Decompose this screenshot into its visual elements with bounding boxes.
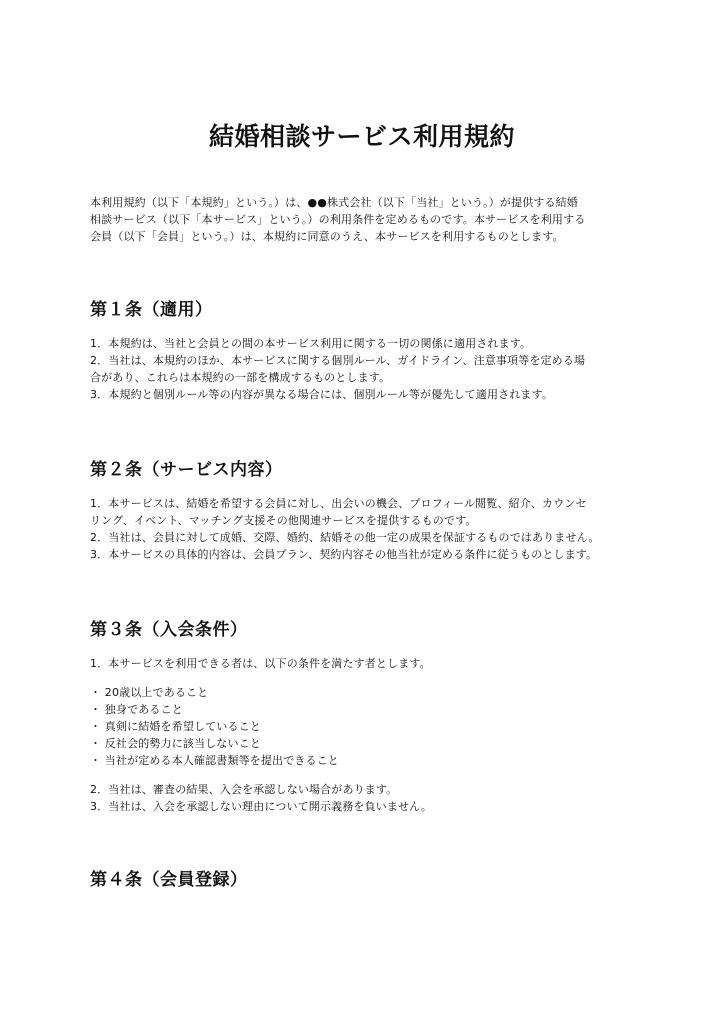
article-body (90, 495, 650, 563)
article-body (90, 655, 650, 815)
clause-line: 3．当社は、入会を承認しない理由について開示義務を負いません。 (90, 800, 433, 813)
condition-item: ・ 真剣に結婚を希望していること (90, 720, 261, 733)
clause-line: 1．本サービスを利用できる者は、以下の条件を満たす者とします。 (90, 657, 431, 670)
intro-line: 相談サービス（以下「本サービス」という。）の利用条件を定めるものです。本サービスを利用する (90, 213, 586, 226)
article-2 (90, 457, 650, 563)
clause-line: 2．当社は、審査の結果、入会を承認しない場合があります。 (90, 783, 398, 796)
article-heading: 第１条（適用） (90, 300, 213, 320)
article-heading: 第２条（サービス内容） (90, 460, 283, 480)
article-3 (90, 617, 650, 815)
condition-item: ・ 20歳以上であること (90, 686, 209, 699)
clause-line: 2．当社は、本規約のほか、本サービスに関する個別ルール、ガイドライン、注意事項等を定める場 (90, 354, 586, 367)
clause-line: 合があり、これらは本規約の一部を構成するものとします。 (90, 371, 391, 384)
clause-line: 1．本サービスは、結婚を希望する会員に対し、出会いの機会、プロフィール閲覧、紹介、カウンセ (90, 497, 587, 510)
intro-line: 会員（以下「会員」という。）は、本規約に同意のうえ、本サービスを利用するものとします。 (90, 230, 564, 243)
clause-line: 3．本規約と個別ルール等の内容が異なる場合には、個別ルール等が優先して適用されます。 (90, 388, 553, 401)
intro-line: 本利用規約（以下「本規約」という。）は、●●株式会社（以下「当社」という。）が提供する結婚 (90, 196, 578, 209)
clause-line: 3．本サービスの具体的内容は、会員プラン、契約内容その他当社が定める条件に従うものとします。 (90, 548, 598, 561)
clause-line: 1．本規約は、当社と会員との間の本サービス利用に関する一切の関係に適用されます。 (90, 337, 532, 350)
condition-item: ・ 独身であること (90, 703, 183, 716)
clause-line: 2．当社は、会員に対して成婚、交際、婚約、結婚その他一定の成果を保証するものではありません。 (90, 531, 600, 544)
clause-line: リング、イベント、マッチング支援その他関連サービスを提供するものです。 (90, 514, 477, 527)
condition-item: ・ 当社が定める本人確認書類等を提出できること (90, 754, 339, 767)
intro-paragraph (90, 194, 650, 245)
spacer (90, 769, 650, 781)
article-4 (90, 867, 650, 893)
article-1 (90, 297, 650, 403)
document-title: 結婚相談サービス利用規約 (208, 122, 515, 151)
article-body (90, 335, 650, 403)
article-heading: 第４条（会員登録） (90, 870, 248, 890)
spacer (90, 672, 650, 684)
condition-item: ・ 反社会的勢力に該当しないこと (90, 737, 261, 750)
article-heading: 第３条（入会条件） (90, 620, 248, 640)
